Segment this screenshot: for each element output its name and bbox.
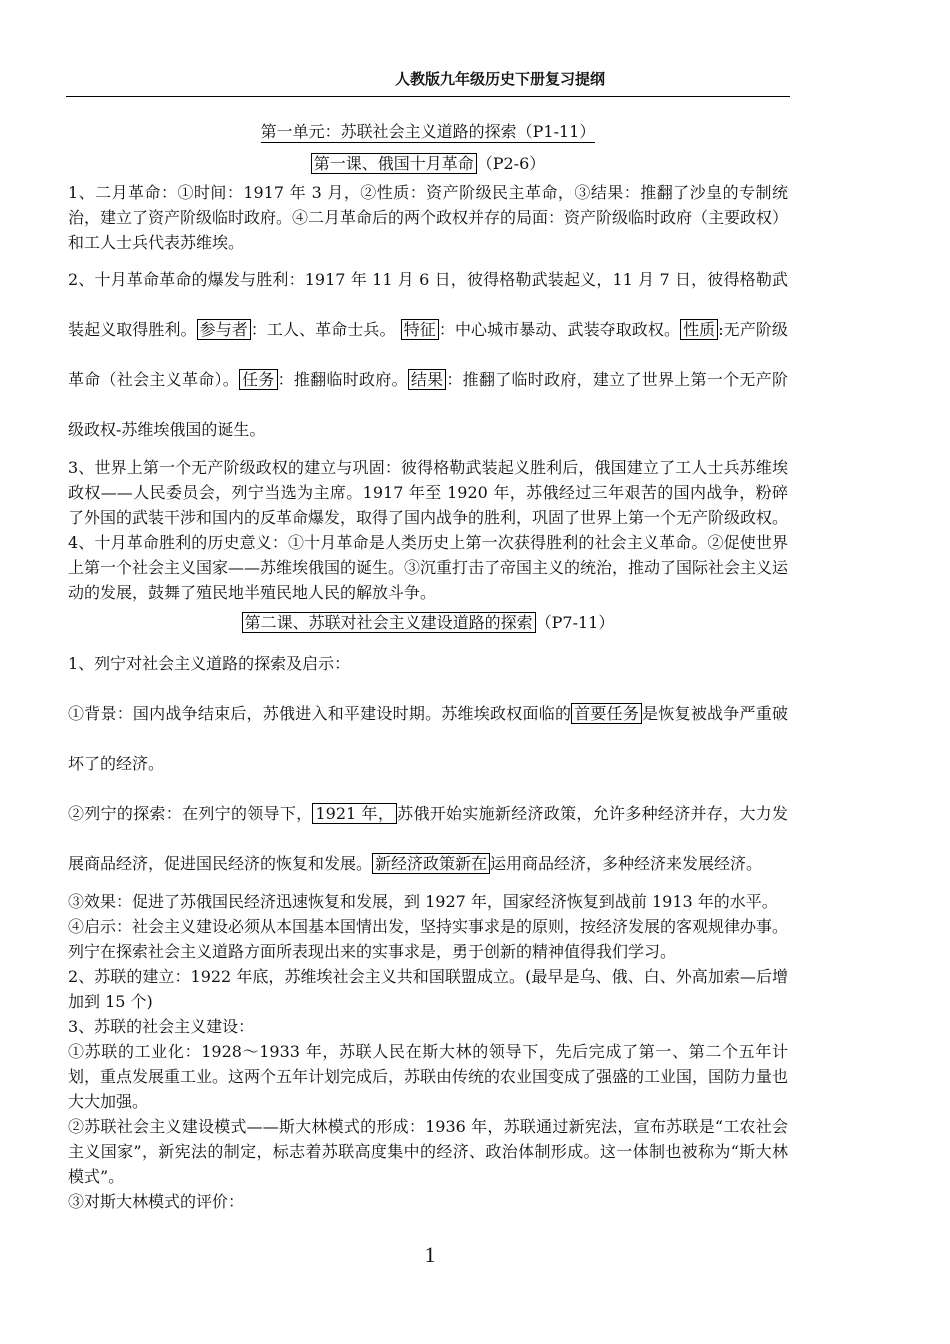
document-body: [68, 112, 788, 1214]
text-run: 是恢复被战争严重破坏了的经济。: [68, 704, 788, 773]
header-divider: [66, 96, 790, 97]
document-header-title: 人教版九年级历史下册复习提纲: [394, 70, 605, 88]
text-run: ：推翻临时政府。: [277, 370, 408, 389]
boxed-term-nature: 性质: [680, 319, 718, 340]
lesson-1-paragraph-4: 4、十月革命胜利的历史意义：①十月革命是人类历史上第一次获得胜利的社会主义革命。②促使世界上第一个社会主义国家——苏维埃俄国的诞生。③沉重打击了帝国主义的统治，推动了国际社会主义运动的发展，鼓舞了殖民地半殖民地人民的解放斗争。: [68, 533, 789, 602]
lesson-1-pages: （P2-6）: [476, 154, 546, 173]
unit-title: [68, 118, 788, 146]
lesson-2-heading: [68, 609, 788, 637]
lesson-2-paragraph-5: ④启示：社会主义建设必须从本国基本国情出发，坚持实事求是的原则，按经济发展的客观规律办事。列宁在探索社会主义道路方面所表现出来的实事求是，勇于创新的精神值得我们学习。: [68, 917, 789, 961]
lesson-2-paragraph-7: 3、苏联的社会主义建设：: [68, 1017, 255, 1036]
lesson-1-paragraph-3: 3、世界上第一个无产阶级政权的建立与巩固：彼得格勒武装起义胜利后，俄国建立了工人士兵苏维埃政权——人民委员会，列宁当选为主席。1917 年至 1920 年，苏俄经过三年艰苦的国内战争，粉碎了外国的武装干涉和国内的反革命爆发，取得了国内战争的胜利，巩固了世界上第一个无产阶级政权。: [68, 458, 789, 527]
lesson-1-heading: [68, 150, 788, 178]
lesson-2-paragraph-1: 1、列宁对社会主义道路的探索及启示：: [68, 654, 351, 673]
lesson-2-paragraph-3: [68, 789, 788, 889]
boxed-term-primary-task: 首要任务: [571, 703, 642, 724]
lesson-1-paragraph-1: 1、二月革命：①时间：1917 年 3 月，②性质：资产阶级民主革命，③结果：推翻了沙皇的专制统治，建立了资产阶级临时政府。④二月革命后的两个政权并存的局面：资产阶级临时政府（主要政权）和工人士兵代表苏维埃。: [68, 183, 789, 252]
lesson-2-title: 第二课、苏联对社会主义建设道路的探索: [242, 612, 536, 633]
lesson-2-pages: （P7-11）: [535, 613, 615, 632]
lesson-2-paragraph-2: [68, 689, 788, 789]
boxed-term-year-1921: 1921 年，: [312, 803, 397, 824]
lesson-1-paragraph-2: [68, 255, 788, 455]
boxed-term-nep-new: 新经济政策新在: [372, 853, 490, 874]
text-run: ：中心城市暴动、武装夺取政权。: [438, 320, 681, 339]
text-run: 运用商品经济，多种经济来发展经济。: [490, 854, 763, 873]
text-run: ：工人、革命士兵。: [250, 320, 401, 339]
text-run: 苏俄开始实施新经济政策，允许多种经济并存，大力发展商品经济，促进国民经济的恢复和发展。: [68, 804, 788, 873]
boxed-term-features: 特征: [401, 319, 439, 340]
lesson-2-paragraph-4: ③效果：促进了苏俄国民经济迅速恢复和发展，到 1927 年，国家经济恢复到战前 1913 年的水平。: [68, 892, 778, 911]
lesson-2-paragraph-8: ①苏联的工业化：1928～1933 年，苏联人民在斯大林的领导下，先后完成了第一、第二个五年计划，重点发展重工业。这两个五年计划完成后，苏联由传统的农业国变成了强盛的工业国，国防力量也大大加强。: [68, 1042, 789, 1111]
page-number: 1: [424, 1242, 436, 1267]
lesson-2-paragraph-6: 2、苏联的建立：1922 年底，苏维埃社会主义共和国联盟成立。(最早是乌、俄、白、外高加索—后增加到 15 个): [68, 967, 788, 1011]
text-run: ：推翻了临时政府，建立了世界上第一个无产阶级政权-苏维埃俄国的诞生。: [68, 370, 788, 439]
lesson-2-paragraph-10: ③对斯大林模式的评价：: [68, 1192, 245, 1211]
boxed-term-participants: 参与者: [197, 319, 251, 340]
text-run: 2、十月革命革命的爆发与胜利：1917 年 11 月 6 日，彼得格勒武装起义，11 月 7 日，彼得格勒武装起义取得胜利。: [68, 270, 788, 339]
lesson-2-paragraph-9: ②苏联社会主义建设模式——斯大林模式的形成：1936 年，苏联通过新宪法，宣布苏联是“工农社会主义国家”，新宪法的制定，标志着苏联高度集中的经济、政治体制形成。这一体制也被称为“斯大林模式”。: [68, 1117, 788, 1186]
text-run: ①背景：国内战争结束后，苏俄进入和平建设时期。苏维埃政权面临的: [68, 704, 572, 723]
text-run: :无产阶级革命（社会主义革命）。: [68, 320, 788, 389]
text-run: ②列宁的探索：在列宁的领导下，: [68, 804, 313, 823]
boxed-term-result: 结果: [408, 369, 447, 390]
unit-title-text: 第一单元：苏联社会主义道路的探索（P1-11）: [260, 122, 596, 141]
boxed-term-task: 任务: [239, 369, 278, 390]
lesson-1-title: 第一课、俄国十月革命: [311, 153, 477, 174]
